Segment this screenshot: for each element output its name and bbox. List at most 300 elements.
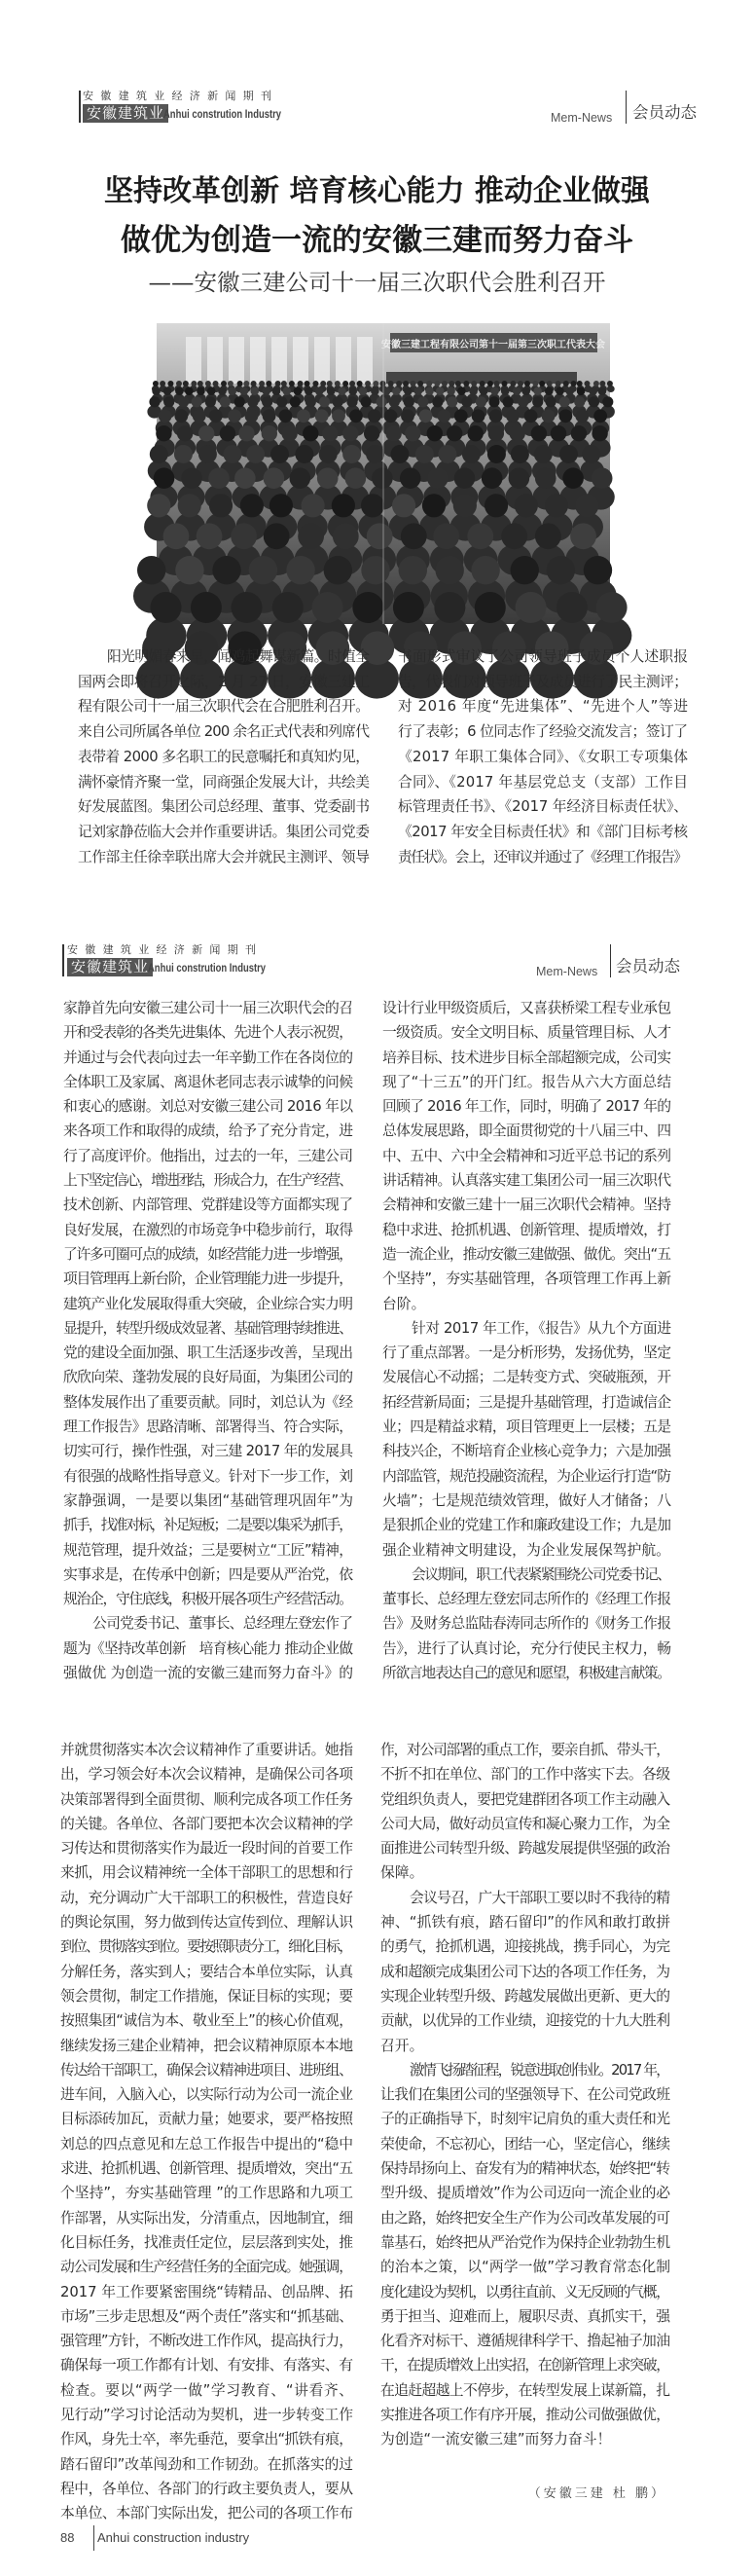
photo-person-head [427, 425, 443, 441]
text-line: 由之路，始终把安全生产作为公司改革发展的可 [380, 2209, 670, 2226]
text-line: 贡献，以优异的工作业绩，迎接党的十九大胜利 [380, 2012, 670, 2030]
photo-person-head [251, 381, 257, 386]
brand-logo: 安徽建筑业 [67, 958, 153, 976]
photo-window [207, 337, 223, 384]
text-line: 上下坚定信心，增进团结，形成合力，在生产经营、 [63, 1172, 352, 1190]
article-column-6 [380, 1738, 670, 2478]
text-line: 工作部主任徐幸联出席大会并就民主测评、领导 [78, 848, 370, 865]
photo-person-head [454, 409, 468, 423]
text-line: 检查。要以“两学一做”学习教育、“讲看齐、 [60, 2381, 354, 2399]
photo-person-head [176, 381, 182, 386]
photo-person-head [367, 523, 393, 549]
photo-person-head [532, 396, 543, 407]
photo-person-head [472, 409, 485, 423]
photo-person-head [373, 381, 378, 386]
photo-person-head [422, 494, 446, 517]
section-label: 会员动态 [616, 957, 680, 975]
photo-person-head [345, 467, 367, 489]
photo-person-head [545, 494, 568, 517]
photo-person-head [599, 381, 605, 386]
photo-person-head [163, 396, 174, 407]
photo-person-head [476, 396, 486, 407]
photo-person-head [534, 445, 553, 463]
text-line: 抓手，找准对标，补足短板；二是要以集采为抓手， [63, 1517, 352, 1534]
text-line: 总体发展思路，即全面贯彻党的十八届三中、四 [382, 1122, 671, 1140]
text-line: 按照集团“诚信为本、敬业至上”的核心价值观， [60, 2012, 353, 2030]
photo-person-head [425, 386, 434, 395]
photo-person-head [385, 425, 401, 441]
photo-person-head [197, 381, 203, 386]
photo-person-head [348, 386, 357, 395]
photo-person-head [156, 425, 171, 441]
photo-person-head [305, 396, 316, 407]
text-line: 会议期间，职工代表紧紧围绕公司党委书记、 [412, 1565, 670, 1583]
text-line: 成和超额完成集团公司下达的各项工作任务，为 [380, 1963, 670, 1980]
photo-person-head [163, 386, 172, 395]
photo-person-head [490, 386, 499, 395]
photo-person-head [218, 386, 227, 395]
photo-person-head [234, 396, 245, 407]
photo-person-head [174, 409, 188, 423]
photo-person-head [198, 445, 217, 463]
photo-person-head [320, 381, 326, 386]
photo-person-head [488, 425, 504, 441]
photo-person-head [389, 396, 400, 407]
photo-person-head [524, 409, 538, 423]
photo-person-head [535, 523, 561, 549]
text-line: 理工作报告》思路清晰、部署得当、符合实际， [63, 1418, 353, 1436]
photo-person-head [511, 556, 539, 584]
text-line: 培养目标、技术进步目标全部超额完成，公司实 [382, 1049, 671, 1066]
text-line: 家静强调，一是要以集团“基础管理巩固年”为 [63, 1491, 354, 1509]
photo-person-head [269, 494, 293, 517]
text-line: 技术创新、内部管理、党群建设等方面都实现了 [63, 1196, 353, 1214]
photo-person-head [266, 381, 271, 386]
photo-person-head [279, 409, 293, 423]
text-line: 现了“十三五”的开门红。报告从六大方面总结 [382, 1073, 672, 1090]
photo-person-head [259, 381, 265, 386]
photo-person-head [349, 381, 355, 386]
photo-person-head [598, 386, 607, 395]
text-line: 业；四是精益求精，项目管理更上一层楼；五是 [382, 1418, 671, 1436]
photo-person-head [558, 409, 572, 423]
text-line: 在追赶超越上不停步，在转型发展上谋新篇，扎 [380, 2381, 670, 2399]
photo-person-head [209, 494, 233, 517]
text-line: 强企业精神文明建设，为企业发展保驾护航。 [382, 1541, 670, 1559]
text-line: 整体发展作出了重要贡献。同时，刘总认为《经 [63, 1393, 353, 1411]
photo-person-head [154, 467, 175, 489]
photo-person-head [376, 396, 386, 407]
text-line: 建筑产业化发展取得重大突破，企业综合实力明 [63, 1295, 353, 1312]
photo-window [293, 337, 308, 384]
photo-person-head [361, 556, 389, 584]
photo-person-head [467, 523, 493, 549]
photo-person-head [513, 386, 521, 395]
photo-person-head [232, 592, 263, 623]
text-line: 规治企，守住底线，积极开展各项生产经营活动。 [63, 1591, 352, 1608]
photo-person-head [317, 467, 339, 489]
photo-person-head [390, 445, 409, 463]
photo-person-head [175, 386, 184, 395]
photo-person-head [471, 381, 477, 386]
footer-publication: Anhui construction industry [97, 2530, 250, 2545]
photo-person-head [352, 592, 383, 623]
photo-person-head [294, 386, 303, 395]
text-line: 会精神和安徽三建十一届三次职代会精神。坚持 [382, 1196, 671, 1214]
photo-person-head [262, 386, 270, 395]
photo-person-head [533, 386, 542, 395]
photo-person-head [518, 396, 528, 407]
photo-person-head [332, 409, 345, 423]
photo-person-head [417, 381, 423, 386]
article-column-1 [78, 644, 370, 865]
photo-person-head [434, 592, 465, 623]
photo-person-head [401, 523, 427, 549]
photo-person-head [305, 381, 310, 386]
photo-person-head [577, 381, 583, 386]
text-line: 项目管理再上新台阶，企业管理能力进一步提升， [63, 1270, 352, 1288]
footer-divider [93, 2525, 94, 2551]
text-line: 来各项工作和取得的成绩，给予了充分肯定，进 [63, 1122, 353, 1140]
header-divider [62, 944, 64, 976]
text-line: 作部署，从实际出发，分清重点，因地制宜，细 [60, 2209, 353, 2226]
photo-person-head [388, 381, 394, 386]
photo-person-head [501, 523, 527, 549]
photo-person-head [488, 396, 499, 407]
photo-person-head [213, 381, 219, 386]
photo-person-head [263, 409, 276, 423]
brand-english: Anhui constrution Industry [148, 963, 267, 975]
photo-person-head [535, 467, 557, 489]
text-line: 确保每一项工作都有计划、有安排、有落实、有 [60, 2357, 353, 2374]
photo-person-head [198, 425, 214, 441]
text-line: 发展信心不动摇；二是转变方式、突破瓶颈，开 [382, 1369, 671, 1386]
photo-person-head [333, 396, 343, 407]
photo-person-head [183, 381, 189, 386]
text-line: 家静首先向安徽三建公司十一届三次职代会的召 [63, 1000, 353, 1016]
photo-person-head [137, 556, 165, 584]
photo-person-head [602, 396, 613, 407]
text-line: 本单位、本部门实际出发，把公司的各项工作布 [60, 2505, 353, 2522]
photo-person-head [205, 381, 211, 386]
photo-person-head [410, 381, 415, 386]
text-line: 开和受表彰的各类先进集体、先进个人表示祝贺， [63, 1024, 352, 1042]
photo-person-head [471, 556, 499, 584]
photo-person-head [436, 386, 445, 395]
photo-person-head [250, 386, 259, 395]
photo-person-head [532, 381, 538, 386]
text-line: 个坚持”，夯实基础管理，各项管理工作再上新 [382, 1270, 671, 1288]
photo-person-head [149, 396, 160, 407]
photo-person-head [221, 381, 227, 386]
photo-person-head [574, 396, 585, 407]
photo-person-head [469, 386, 478, 395]
photo-person-head [415, 445, 434, 463]
text-line: 台阶。 [382, 1295, 426, 1312]
text-line: 到位、贯彻落实到位。要按照职责分工，细化目标， [60, 1938, 352, 1956]
photo-person-head [575, 494, 598, 517]
photo-person-head [562, 467, 584, 489]
text-line: 并通过与会代表向过去一年辛勤工作在各岗位的 [63, 1049, 353, 1066]
photo-person-head [457, 386, 466, 395]
text-line: 并就贯彻落实本次会议精神作了重要讲话。她指 [60, 1742, 353, 1758]
photo-person-head [240, 494, 264, 517]
article-column-2 [398, 644, 689, 865]
photo-person-head [510, 425, 525, 441]
text-line: 的舆论氛围，努力做到传达宣传到位、理解认识 [60, 1914, 353, 1932]
photo-person-head [607, 381, 613, 386]
photo-person-head [319, 445, 338, 463]
text-line: 个坚持”，夯实基础管理 ”的工作思路和九项工 [60, 2185, 353, 2202]
photo-person-head [159, 409, 172, 423]
text-line: 合同》、《2017 年基层党总支（支部）工作目 [398, 773, 689, 791]
photo-person-head [449, 381, 454, 386]
text-line: 程有限公司十一届三次职代会在合肥胜利召开。 [78, 698, 370, 716]
photo-person-head [228, 381, 233, 386]
text-line: 动，充分调动广大干部职工的积极性，营造良好 [60, 1889, 353, 1906]
text-line: 程中，各单位、各部门的行政主要负责人，要从 [60, 2480, 353, 2497]
photo-person-head [510, 381, 516, 386]
photo-person-head [185, 386, 194, 395]
photo-person-head [357, 381, 363, 386]
photo-person-head [545, 386, 554, 395]
photo-person-head [584, 556, 612, 584]
text-line: 公司大局，做好动员宣传和凝心聚力工作，为全 [380, 1815, 670, 1832]
text-line: 好发展蓝图。集团公司总经理、董事、党委副书 [78, 798, 370, 816]
photo-person-head [506, 409, 520, 423]
photo-person-head [454, 467, 476, 489]
photo-person-head [419, 409, 433, 423]
photo-person-head [297, 409, 310, 423]
photo-person-head [281, 425, 297, 441]
photo-person-head [262, 396, 272, 407]
photo-person-head [462, 445, 481, 463]
photo-person-head [511, 445, 529, 463]
text-line: 求进、抢抓机遇、创新管理、提质增效，突出“五 [60, 2160, 353, 2178]
article-subtitle: ——安徽三建公司十一届三次职代会胜利召开 [148, 269, 606, 296]
photo-person-head [592, 425, 607, 441]
photo-person-head [246, 445, 265, 463]
text-line: 领会贯彻，制定工作措施，保证目标的实现；要 [60, 1987, 353, 2005]
brand-english: Anhui constrution Industry [163, 109, 282, 121]
photo-person-head [152, 386, 161, 395]
text-line: 行了重点部署。一是分析形势，发扬优势，坚定 [382, 1344, 671, 1362]
text-line: 作风，身先士卒，率先垂范，要拿出“抓铁有痕， [60, 2431, 353, 2448]
photo-person-head [175, 556, 203, 584]
article-title-line-1: 坚持改革创新 培育核心能力 推动企业做强 [104, 174, 650, 208]
photo-person-head [547, 556, 575, 584]
photo-person-head [557, 592, 588, 623]
photo-person-head [447, 396, 457, 407]
text-line: 分解任务，落实到人；要结合本单位实际，认真 [60, 1963, 353, 1980]
text-line: 告》及财务总监陆春涛同志所作的《财务工作报 [382, 1615, 671, 1633]
text-line: 传达给干部职工，确保会议精神进项目、进班组、 [60, 2061, 352, 2079]
photo-person-head [494, 381, 500, 386]
photo-person-head [228, 409, 241, 423]
photo-person-head [542, 409, 556, 423]
text-line: 讲话精神。认真落实建工集团公司一届三次职代 [382, 1172, 671, 1190]
photo-person-head [342, 445, 361, 463]
text-line: 化目标任务，找准责任定位，层层落到实处，推 [60, 2233, 353, 2251]
publication-kicker: 安徽建筑业经济新闻期刊 [67, 943, 264, 956]
photo-person-head [208, 467, 230, 489]
text-line: 作，对公司部署的重点工作，要亲自抓、带头干， [380, 1742, 669, 1758]
photo-window [229, 337, 244, 384]
text-line: 良好发展，在激烈的市场竞争中稳步前行，取得 [63, 1221, 353, 1238]
text-line: 拓经营新局面；三是提升基础管理，打造诚信企 [382, 1393, 671, 1411]
section-divider [610, 944, 611, 977]
text-line: 行了表彰；6 位同志作了经验交流发言；签订了 [398, 723, 688, 741]
text-line: 目标添砖加瓦，贡献力量；她要求，要严格按照 [60, 2111, 353, 2128]
photo-person-head [333, 523, 359, 549]
photo-person-head [234, 467, 256, 489]
text-line: 度化建设为契机，以勇往直前、义无反顾的气概， [380, 2283, 669, 2300]
photo-person-head [312, 381, 318, 386]
photo-person-head [515, 494, 538, 517]
photo-person-head [163, 523, 190, 549]
text-line: 有很强的战略性指导意义。针对下一步工作，刘 [63, 1467, 353, 1485]
photo-window [336, 337, 351, 384]
article-title-line-2: 做优为创造一流的安徽三建而努力奋斗 [121, 223, 633, 258]
photo-person-head [240, 386, 249, 395]
photo-person-head [153, 381, 159, 386]
photo-banner-text: 安徽三建工程有限公司第十一届第三次职工代表大会 [381, 340, 605, 350]
text-line: 继续发扬三建企业精神，把会议精神原原本本地 [60, 2037, 353, 2054]
text-line: 决策部署得到全面贯彻、顺利完成各项工作任务 [60, 1790, 353, 1808]
photo-person-head [247, 396, 258, 407]
photo-person-head [220, 425, 235, 441]
photo-person-head [160, 381, 165, 386]
section-english: Mem-News [536, 965, 598, 978]
photo-person-head [593, 381, 599, 386]
photo-person-head [392, 494, 415, 517]
text-line: 党组织负责人，要把党建群团各项工作主动融入 [380, 1790, 670, 1808]
photo-person-head [295, 445, 313, 463]
photo-person-head [275, 381, 281, 386]
text-line: 不折不扣在单位、部门的工作中落实下去。各级 [380, 1766, 670, 1784]
photo-window [314, 337, 330, 384]
photo-window [186, 337, 201, 384]
photo-person-body [607, 386, 615, 392]
text-line: 造一流企业，推动安徽三建做强、做优。突出“五 [382, 1245, 670, 1263]
text-line: 表带着 2000 多名职工的民意嘱托和真知灼见， [78, 748, 370, 765]
photo-person-head [518, 381, 523, 386]
text-line: 国两会即将召开之际，2 月 27 日，安徽三建工 [78, 673, 370, 690]
photo-person-head [570, 381, 576, 386]
meeting-photo-image [157, 323, 610, 624]
photo-person-head [315, 386, 324, 395]
photo-person-head [264, 523, 290, 549]
photo-window [357, 337, 373, 384]
photo-person-head [359, 386, 368, 395]
photo-person-head [592, 467, 613, 489]
photo-person-head [392, 386, 401, 395]
photo-person-head [319, 396, 330, 407]
text-line: 稳中求进、抢抓机遇、创新管理、提质增效，打 [382, 1221, 671, 1238]
photo-person-head [177, 425, 193, 441]
photo-person-head [467, 425, 483, 441]
photo-person-head [223, 445, 241, 463]
photo-person-head [174, 445, 193, 463]
section-english: Mem-News [551, 111, 613, 125]
text-line: 保障。 [380, 1864, 424, 1882]
photo-person-head [403, 381, 409, 386]
text-line: 踏石留印”改革闯劲和工作韧劲。在抓落实的过 [60, 2455, 353, 2473]
text-line: 和衷心的感谢。刘总对安徽三建公司 2016 年以 [63, 1098, 353, 1116]
text-line: 出，学习领会好本次会议精神，是确保公司各项 [60, 1766, 353, 1784]
photo-person-head [281, 381, 287, 386]
photo-person-head [563, 381, 569, 386]
photo-person-head [596, 592, 628, 623]
photo-person-head [539, 381, 545, 386]
text-line: 标管理责任书》、《2017 年经济目标责任状》、 [398, 798, 688, 816]
brand-logo: 安徽建筑业 [83, 104, 168, 123]
photo-person-head [305, 386, 313, 395]
photo-person-head [427, 467, 449, 489]
text-line: 2017 年工作要紧密围绕“铸精品、创品牌、拓 [60, 2283, 353, 2300]
text-line: 火墙”；七是规范绩效管理，做好人才储备；八 [382, 1491, 671, 1509]
photo-person-head [400, 467, 421, 489]
photo-person-head [545, 396, 556, 407]
photo-person-head [286, 556, 314, 584]
photo-person-head [413, 386, 422, 395]
photo-person-head [335, 381, 341, 386]
article-byline: （安徽三建 杜 鹏） [527, 2486, 666, 2501]
text-line: 市场”三步走思想及“两个责任”落实和“抓基础、 [60, 2307, 353, 2325]
photo-person-head [593, 409, 607, 423]
text-line: 回顾了 2016 年工作，同时，明确了 2017 年的 [382, 1098, 671, 1116]
text-line: 告》，进行了认真讨论，充分行使民主权力，畅 [382, 1639, 671, 1657]
text-line: 见行动”学习讨论活动为契机，进一步转变工作 [60, 2407, 353, 2424]
text-line: 告，代表们对领导班子及成员进行了民主测评； [398, 673, 688, 690]
photo-person-head [565, 386, 574, 395]
article-column-5 [60, 1738, 353, 2531]
photo-person-head [191, 592, 222, 623]
text-line: 《2017 年安全目标责任状》和《部门目标考核 [398, 823, 688, 840]
article-column-4 [382, 996, 671, 1687]
photo-person-head [577, 386, 586, 395]
photo-windows [186, 337, 373, 384]
photo-person-head [207, 386, 216, 395]
photo-person-head [332, 494, 355, 517]
text-line: 会议号召，广大干部职工要以时不我待的精 [410, 1889, 670, 1906]
photo-person-head [272, 592, 304, 623]
photo-person-head [290, 467, 311, 489]
photo-person-head [531, 425, 547, 441]
text-line: 进车间，入脑入心，以实际行动为公司一流企业 [60, 2086, 353, 2104]
text-line: 显提升，转型升级成效显著、基础管理持续推进、 [63, 1319, 352, 1337]
photo-person-head [437, 409, 450, 423]
text-line: 董事长、总经理左登宏同志所作的《经理工作报 [382, 1591, 671, 1608]
photo-window [271, 337, 287, 384]
photo-person-head [303, 425, 318, 441]
photo-person-head [547, 381, 553, 386]
text-line: 科技兴企，不断培育企业核心竞争力；六是加强 [382, 1443, 671, 1460]
text-line: 刘总的四点意见和左总工作报告中提出的“稳中 [60, 2135, 353, 2153]
text-line: 的勇气，抢抓机遇，迎接挑战，携手同心，为完 [380, 1938, 670, 1956]
photo-person-head [433, 523, 459, 549]
photo-person-head [396, 381, 402, 386]
photo-person-head [461, 396, 472, 407]
photo-person-head [327, 386, 336, 395]
photo-person-head [243, 381, 249, 386]
photo-person-head [167, 381, 173, 386]
photo-person-head [327, 381, 333, 386]
text-line: 来抓，用会议精神统一全体干部职工的思想和行 [60, 1864, 353, 1882]
text-line: 习传达和贯彻落实作为最近一段时间的首要工作 [60, 1840, 353, 1858]
photo-person-head [447, 425, 462, 441]
photo-person-head [559, 445, 578, 463]
